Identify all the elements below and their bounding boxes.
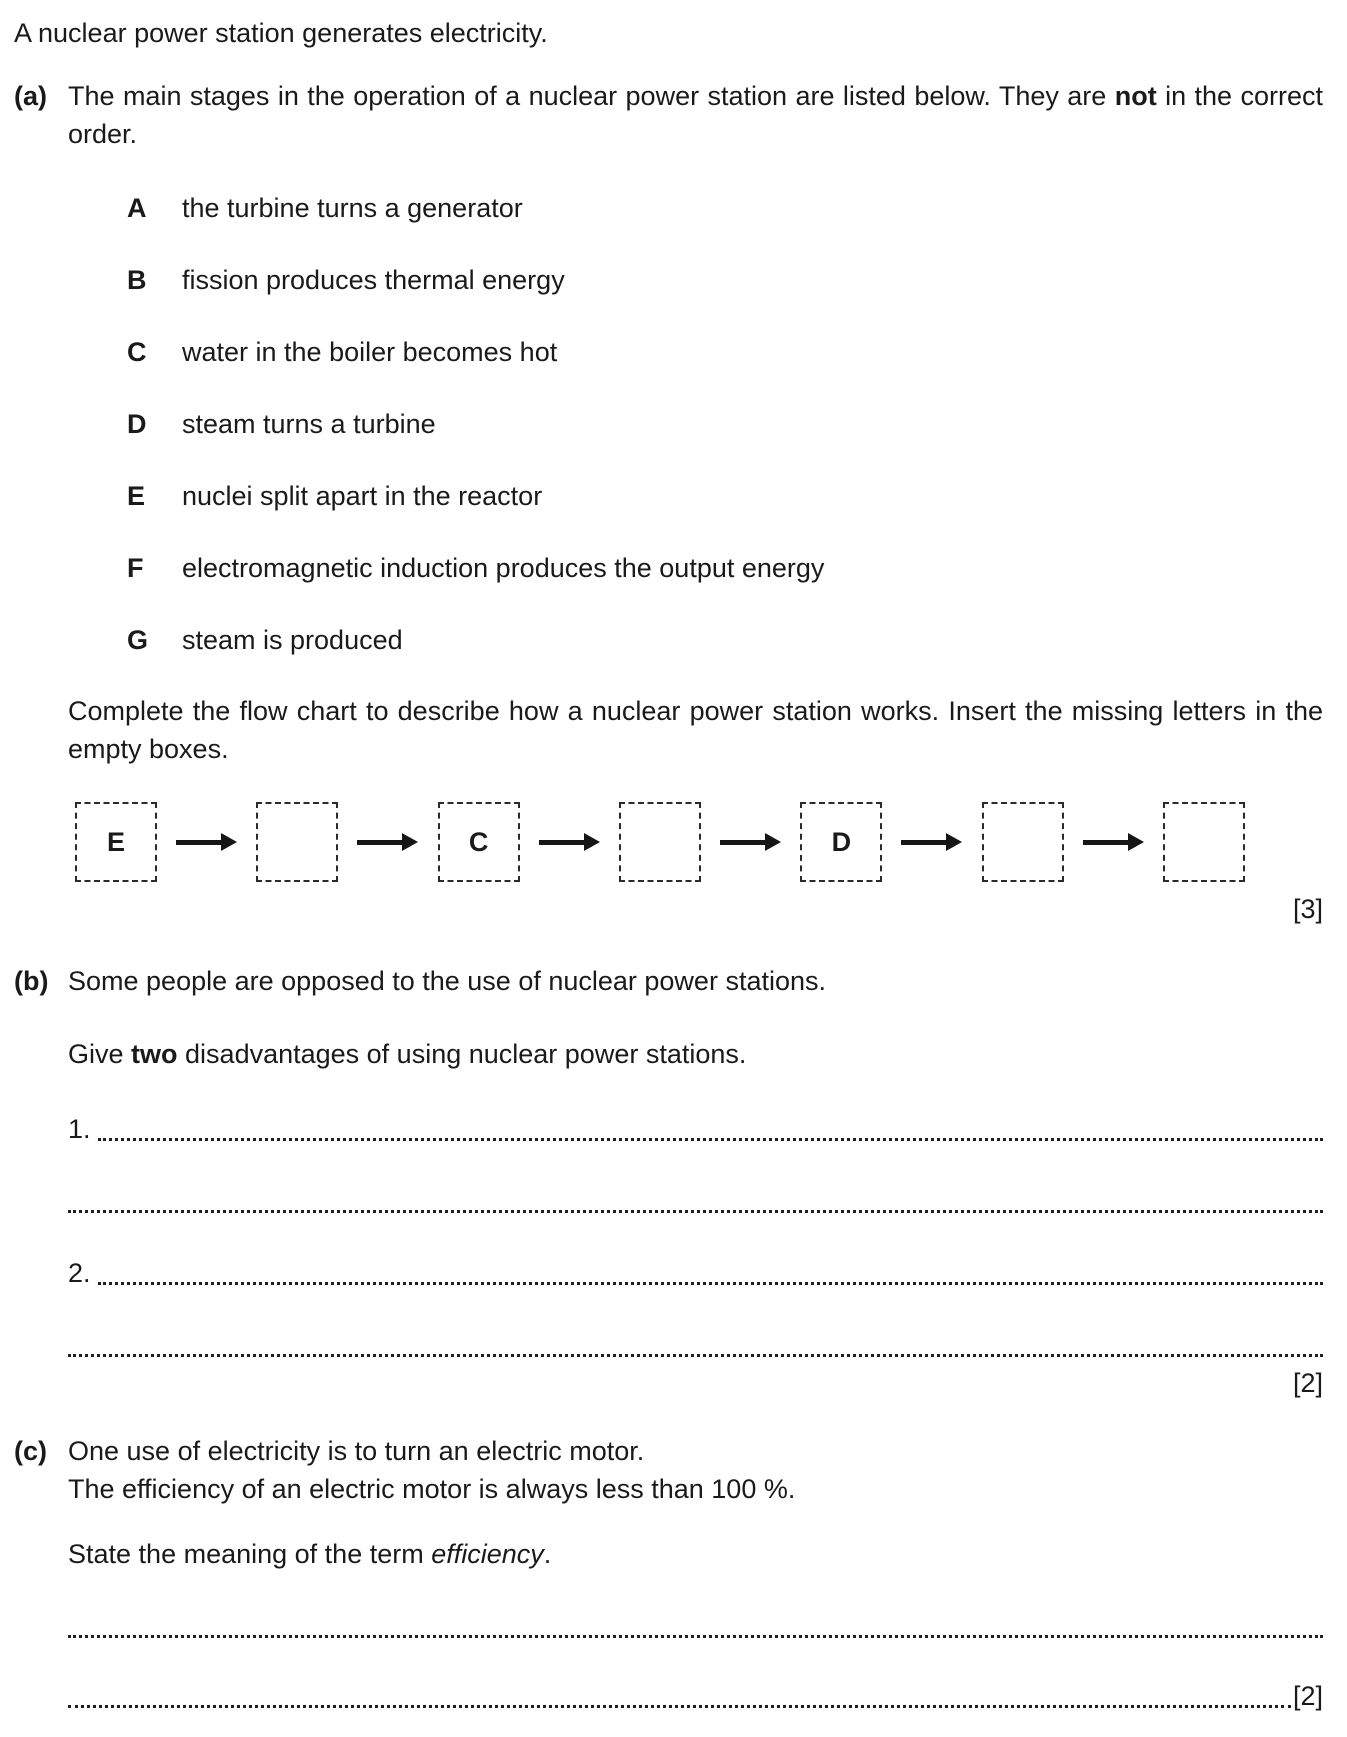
arrow-shaft: [1083, 840, 1128, 845]
stage-text: nuclei split apart in the reactor: [182, 481, 543, 511]
part-b-prompt-pre: Give: [68, 1039, 132, 1069]
flow-arrow-icon: [1064, 833, 1163, 851]
part-b-prompt-post: disadvantages of using nuclear power stations.: [177, 1039, 747, 1069]
stage-item-e: [68, 477, 1323, 515]
mark-part-c: [2]: [1292, 1681, 1323, 1711]
part-a-prompt-pre: The main stages in the operation of a nuclear power station are listed below. They are: [68, 81, 1115, 111]
part-c-line2: The efficiency of an electric motor is always less than 100 %.: [68, 1474, 796, 1504]
stage-letter: A: [127, 193, 147, 223]
stage-text: water in the boiler becomes hot: [182, 337, 558, 367]
answer-line-1[interactable]: [68, 1110, 1323, 1148]
part-b-prompt: [68, 1035, 1323, 1073]
arrow-shaft: [357, 840, 402, 845]
stage-letter: D: [127, 409, 147, 439]
arrow-shaft: [539, 840, 584, 845]
part-a-label: (a): [14, 81, 47, 111]
part-c-prompt-pre: State the meaning of the term: [68, 1539, 432, 1569]
stage-item-d: [68, 405, 1323, 443]
answer-dots[interactable]: [98, 1252, 1323, 1285]
flow-arrow-icon: [338, 833, 437, 851]
part-a: [14, 77, 1323, 928]
arrow-shaft: [176, 840, 221, 845]
flow-box-2-empty[interactable]: [256, 802, 338, 882]
stage-letter: G: [127, 625, 149, 655]
stage-item-c: [68, 333, 1323, 371]
arrow-head: [402, 833, 418, 851]
stage-list: [68, 189, 1323, 659]
answer-line-2-continued[interactable]: [68, 1326, 1323, 1364]
answer-dots[interactable]: [68, 1675, 1291, 1708]
part-b-label: (b): [14, 966, 49, 996]
arrow-head: [946, 833, 962, 851]
flow-arrow-icon: [157, 833, 256, 851]
flow-box-7-empty[interactable]: [1163, 802, 1245, 882]
part-b: [14, 962, 1323, 1402]
arrow-head: [221, 833, 237, 851]
flow-box-5: D: [800, 802, 882, 882]
flow-chart: [75, 802, 1245, 882]
answer-dots[interactable]: [68, 1180, 1323, 1213]
flow-arrow-icon: [520, 833, 619, 851]
arrow-shaft: [720, 840, 765, 845]
stage-item-b: [68, 261, 1323, 299]
part-c-body: [68, 1432, 1323, 1737]
part-c-prompt: [68, 1535, 1323, 1573]
part-a-body: [68, 77, 1323, 928]
part-b-statement: Some people are opposed to the use of nuclear power stations.: [68, 966, 826, 996]
answer-number: 1.: [68, 1114, 91, 1144]
answer-line-c-1[interactable]: [68, 1607, 1323, 1645]
stage-item-g: [68, 621, 1323, 659]
part-c-prompt-post: .: [543, 1539, 552, 1569]
flow-box-4-empty[interactable]: [619, 802, 701, 882]
flow-box-1: E: [75, 802, 157, 882]
part-b-prompt-bold: two: [131, 1039, 178, 1069]
part-a-prompt-bold: not: [1114, 81, 1157, 111]
answer-dots[interactable]: [68, 1605, 1323, 1638]
answer-number: 2.: [68, 1258, 91, 1288]
flow-instruction: Complete the flow chart to describe how a nuclear power station works. Insert the missing letters in the empty boxes.: [68, 696, 1323, 764]
stage-item-a: [68, 189, 1323, 227]
part-c-answer-area: [68, 1607, 1323, 1715]
mark-part-b: [2]: [1292, 1368, 1323, 1398]
stage-text: steam turns a turbine: [182, 409, 436, 439]
arrow-head: [765, 833, 781, 851]
flow-arrow-icon: [882, 833, 981, 851]
flow-box-3: C: [438, 802, 520, 882]
intro-text: A nuclear power station generates electricity.: [14, 18, 548, 48]
stage-text: the turbine turns a generator: [182, 193, 523, 223]
arrow-head: [584, 833, 600, 851]
part-a-prompt: [68, 77, 1323, 153]
answer-line-c-2[interactable]: [68, 1677, 1323, 1715]
flow-arrow-icon: [701, 833, 800, 851]
stage-letter: E: [127, 481, 146, 511]
part-c-label: (c): [14, 1436, 47, 1466]
answer-dots[interactable]: [68, 1324, 1323, 1357]
stage-text: steam is produced: [182, 625, 403, 655]
stage-letter: F: [127, 553, 144, 583]
arrow-shaft: [901, 840, 946, 845]
stage-letter: C: [127, 337, 147, 367]
answer-dots[interactable]: [98, 1108, 1323, 1141]
mark-part-a: [3]: [1292, 894, 1323, 924]
flow-box-6-empty[interactable]: [982, 802, 1064, 882]
part-c-line1: One use of electricity is to turn an electric motor.: [68, 1436, 645, 1466]
part-c: [14, 1432, 1323, 1737]
answer-line-2[interactable]: [68, 1254, 1323, 1292]
arrow-head: [1128, 833, 1144, 851]
part-c-prompt-italic: efficiency: [431, 1539, 544, 1569]
stage-text: electromagnetic induction produces the output energy: [182, 553, 825, 583]
part-a-prompt-post: in the correct order.: [68, 81, 1323, 149]
stage-text: fission produces thermal energy: [182, 265, 565, 295]
answer-line-1-continued[interactable]: [68, 1182, 1323, 1220]
part-b-answer-area: [68, 1110, 1323, 1364]
stage-item-f: [68, 549, 1323, 587]
stage-letter: B: [127, 265, 147, 295]
part-b-body: [68, 962, 1323, 1402]
